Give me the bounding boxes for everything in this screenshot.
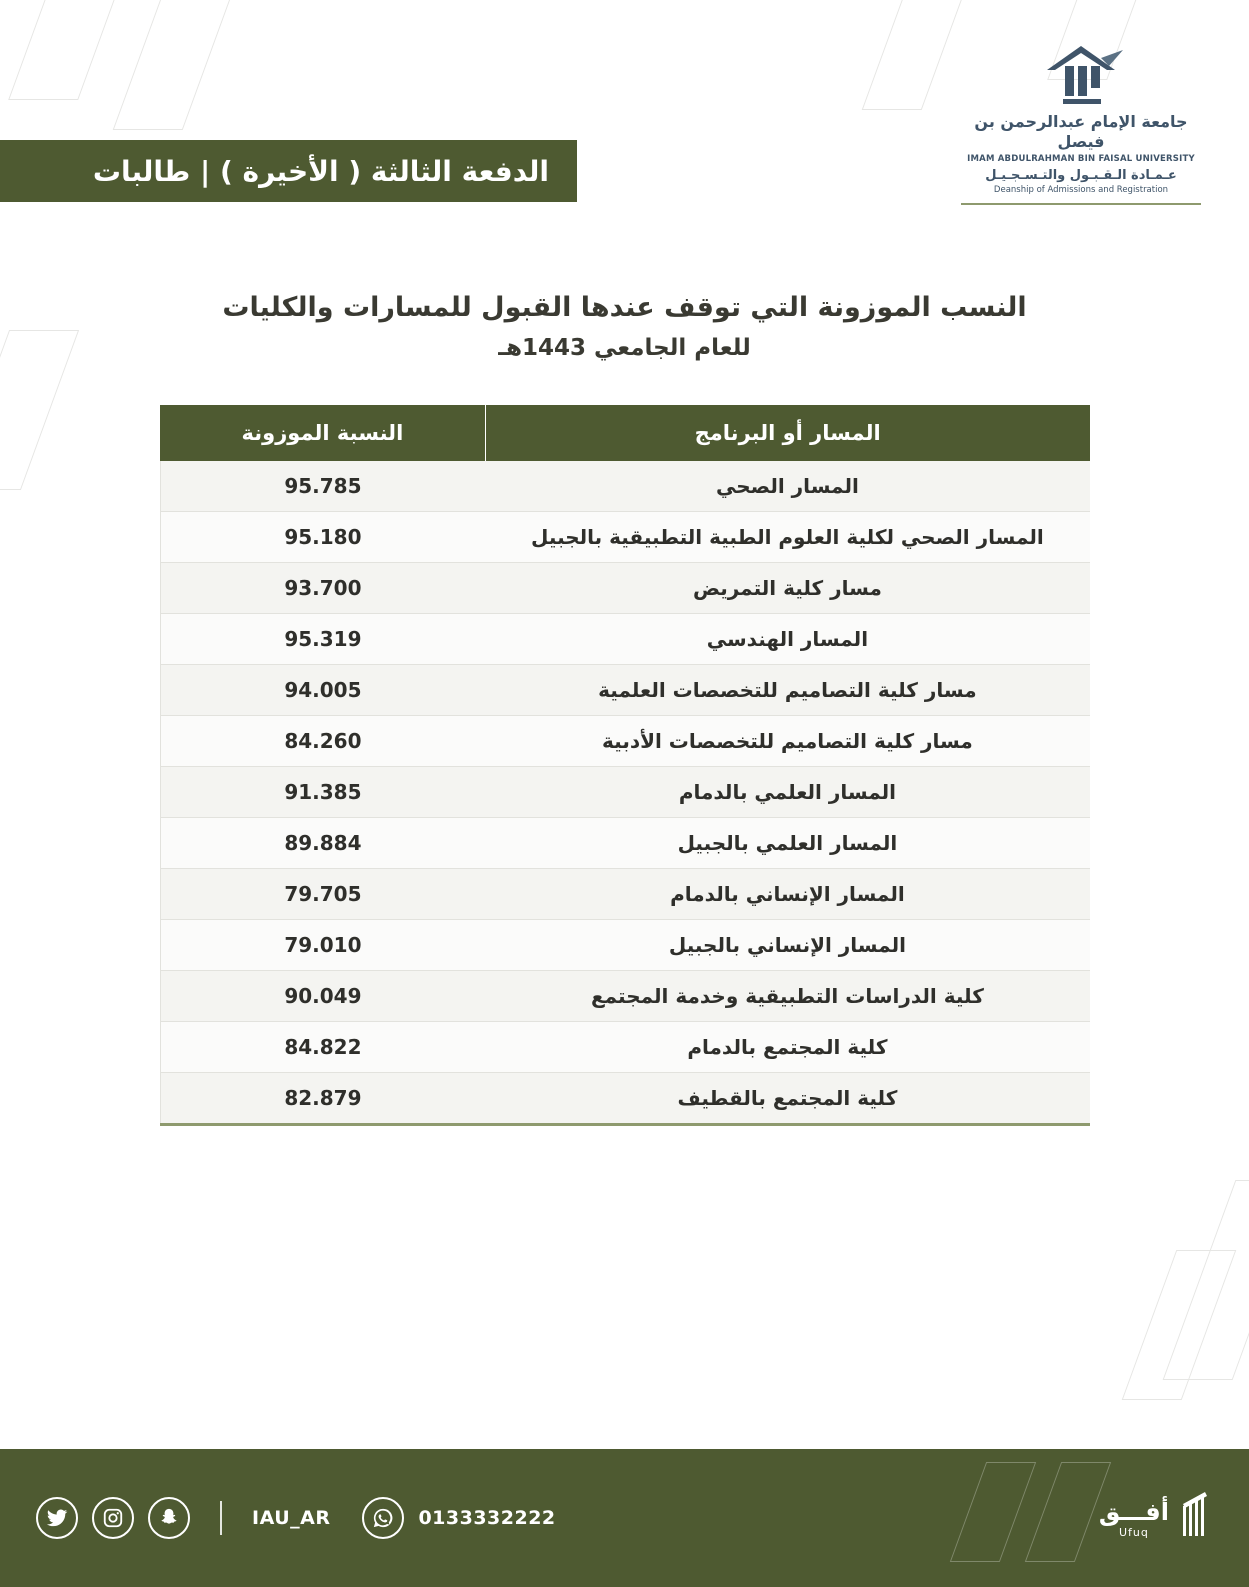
banner-title [0,140,577,202]
logo-deanship-arabic: عـمـادة الـقـبـول والتـسـجـيـل [985,168,1177,183]
table-row [160,563,1090,614]
cell-ratio: 84.260 [160,716,485,767]
banner-title-text: الدفعة الثالثة ( الأخيرة ) | طالبات [92,154,549,188]
phone-number: 0133332222 [418,1507,556,1529]
column-header-program: المسار أو البرنامج [485,405,1089,461]
cell-program: المسار الهندسي [485,614,1089,665]
logo-english-name: IMAM ABDULRAHMAN BIN FAISAL UNIVERSITY [967,154,1195,164]
table-row [160,818,1090,869]
ratios-table [160,405,1090,1126]
cell-program: كلية المجتمع بالقطيف [677,1086,898,1110]
column-header-ratio: النسبة الموزونة [160,405,485,461]
footer-divider-1 [220,1501,222,1535]
cell-ratio: 90.049 [160,971,485,1022]
cell-program: كلية الدراسات التطبيقية وخدمة المجتمع [485,971,1089,1022]
social-links [36,1497,556,1539]
table-row [160,512,1090,563]
table-row [160,1022,1090,1073]
cell-program: مسار كلية التصاميم للتخصصات العلمية [485,665,1089,716]
cell-program: المسار الإنساني بالدمام [485,869,1089,920]
cell-program: المسار الإنساني بالجبيل [485,920,1089,971]
table-row [160,716,1090,767]
page-header [0,0,1249,230]
cell-ratio: 79.010 [160,920,485,971]
table-row [160,614,1090,665]
cell-program: كلية المجتمع بالدمام [485,1022,1089,1073]
table-row [160,920,1090,971]
cell-program: المسار الصحي لكلية العلوم الطبية التطبيقية بالجبيل [485,512,1089,563]
sub-heading: للعام الجامعي 1443هـ [498,335,751,361]
table-row [160,665,1090,716]
instagram-icon[interactable] [92,1497,134,1539]
table-row [160,971,1090,1022]
cell-ratio: 91.385 [160,767,485,818]
university-logo [961,44,1201,205]
cell-program: المسار الصحي [485,461,1089,512]
cell-program: مسار كلية التمريض [485,563,1089,614]
social-handle: IAU_AR [252,1507,331,1529]
ufuq-logo-icon [1179,1492,1213,1544]
twitter-icon[interactable] [36,1497,78,1539]
cell-ratio: 84.822 [160,1022,485,1073]
table-row [160,869,1090,920]
cell-ratio: 95.319 [160,614,485,665]
cell-ratio: 95.785 [160,461,485,512]
cell-ratio: 95.180 [160,512,485,563]
ufuq-arabic: أفـــق [1098,1497,1169,1526]
table-row [160,767,1090,818]
iau-logo-icon [1035,44,1127,106]
table-header-row [160,405,1090,461]
whatsapp-icon[interactable] [362,1497,404,1539]
table-body [160,461,1090,1123]
cell-ratio: 94.005 [160,665,485,716]
cell-program: مسار كلية التصاميم للتخصصات الأدبية [485,716,1089,767]
page-title [0,292,1249,361]
logo-deanship-english: Deanship of Admissions and Registration [993,185,1169,195]
cell-ratio: 93.700 [160,563,485,614]
cell-ratio: 89.884 [160,818,485,869]
table-row [160,1073,1090,1124]
cell-ratio: 82.879 [160,1073,485,1124]
table-row [160,461,1090,512]
snapchat-icon[interactable] [148,1497,190,1539]
main-heading: النسب الموزونة التي توقف عندها القبول للمسارات والكليات [222,292,1027,323]
cell-program: المسار العلمي بالجبيل [485,818,1089,869]
page-footer [0,1449,1249,1587]
ufuq-brand [1099,1492,1213,1544]
logo-arabic-name: جامعة الإمام عبدالرحمن بن فيصل [974,112,1188,151]
cell-program: المسار العلمي بالدمام [485,767,1089,818]
cell-ratio: 79.705 [160,869,485,920]
ufuq-english: Ufuq [1118,1525,1149,1539]
